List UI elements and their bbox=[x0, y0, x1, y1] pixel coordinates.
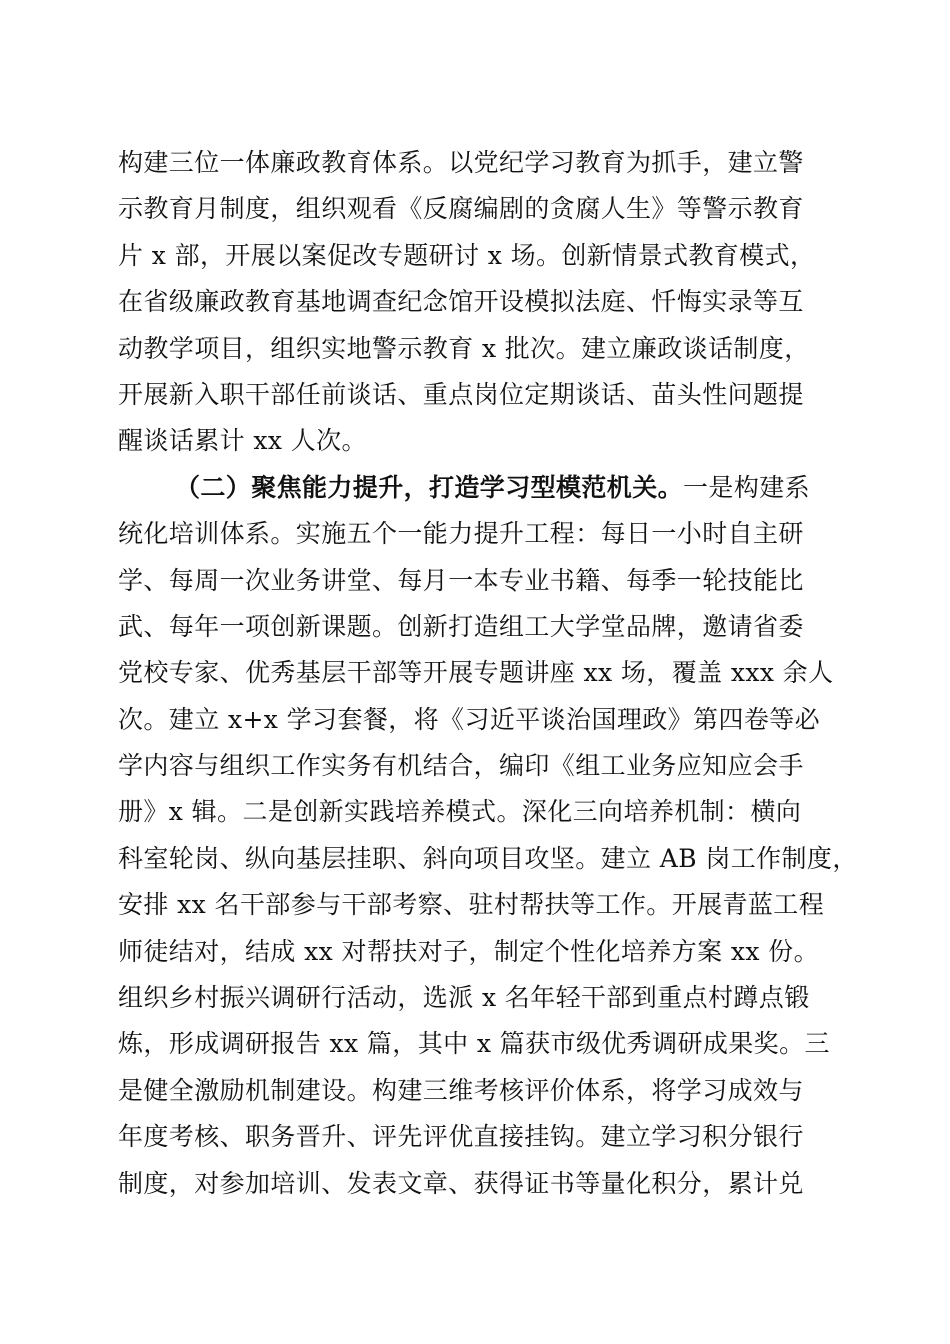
paragraph-line-rest: 一是构建系 bbox=[683, 472, 811, 502]
paragraph-line: 是健全激励机制建设。构建三维考核评价体系，将学习成效与 bbox=[118, 1075, 804, 1105]
paragraph-line: 动教学项目，组织实地警示教育 x 批次。建立廉政谈话制度， bbox=[118, 333, 810, 363]
paragraph-first-line bbox=[118, 465, 838, 511]
paragraph-line: 醒谈话累计 xx 人次。 bbox=[118, 426, 367, 456]
paragraph-line: 示教育月制度，组织观看《反腐编剧的贪腐人生》等警示教育 bbox=[118, 194, 804, 224]
paragraph-line: 炼，形成调研报告 xx 篇，其中 x 篇获市级优秀调研成果奖。三 bbox=[118, 1029, 830, 1059]
section-heading: （二）聚焦能力提升，打造学习型模范机关。 bbox=[175, 472, 684, 502]
paragraph-line: 年度考核、职务晋升、评先评优直接挂钩。建立学习积分银行 bbox=[118, 1122, 804, 1152]
paragraph-line: 制度，对参加培训、发表文章、获得证书等量化积分，累计兑 bbox=[118, 1168, 804, 1198]
paragraph-line: 片 x 部，开展以案促改专题研讨 x 场。创新情景式教育模式， bbox=[118, 240, 816, 270]
paragraph-line: 学、每周一次业务讲堂、每月一本专业书籍、每季一轮技能比 bbox=[118, 565, 804, 595]
paragraph-line: 师徒结对，结成 xx 对帮扶对子，制定个性化培养方案 xx 份。 bbox=[118, 936, 819, 966]
paragraph-line: 科室轮岗、纵向基层挂职、斜向项目攻坚。建立 AB 岗工作制度， bbox=[118, 843, 858, 873]
paragraph-line: 册》x 辑。二是创新实践培养模式。深化三向培养机制：横向 bbox=[118, 797, 802, 827]
paragraph-line: 次。建立 x+x 学习套餐，将《习近平谈治国理政》第四卷等必 bbox=[118, 704, 821, 734]
paragraph-line: 学内容与组织工作实务有机结合，编印《组工业务应知应会手 bbox=[118, 751, 804, 781]
body-text bbox=[118, 140, 858, 1207]
paragraph-line: 构建三位一体廉政教育体系。以党纪学习教育为抓手，建立警 bbox=[118, 148, 804, 177]
paragraph-line: 武、每年一项创新课题。创新打造组工大学堂品牌，邀请省委 bbox=[118, 611, 804, 641]
paragraph-line: 统化培训体系。实施五个一能力提升工程：每日一小时自主研 bbox=[118, 519, 804, 549]
paragraph-line: 组织乡村振兴调研行活动，选派 x 名年轻干部到重点村蹲点锻 bbox=[118, 983, 810, 1013]
paragraph-line: 党校专家、优秀基层干部等开展专题讲座 xx 场，覆盖 xxx 余人 bbox=[118, 658, 834, 688]
paragraph-anti-corruption-education bbox=[118, 140, 838, 465]
paragraph-line: 开展新入职干部任前谈话、重点岗位定期谈话、苗头性问题提 bbox=[118, 379, 804, 409]
paragraph-line: 在省级廉政教育基地调查纪念馆开设模拟法庭、忏悔实录等互 bbox=[118, 287, 804, 317]
paragraph-capability-improvement bbox=[118, 465, 858, 1207]
paragraph-line: 安排 xx 名干部参与干部考察、驻村帮扶等工作。开展青蓝工程 bbox=[118, 890, 825, 920]
